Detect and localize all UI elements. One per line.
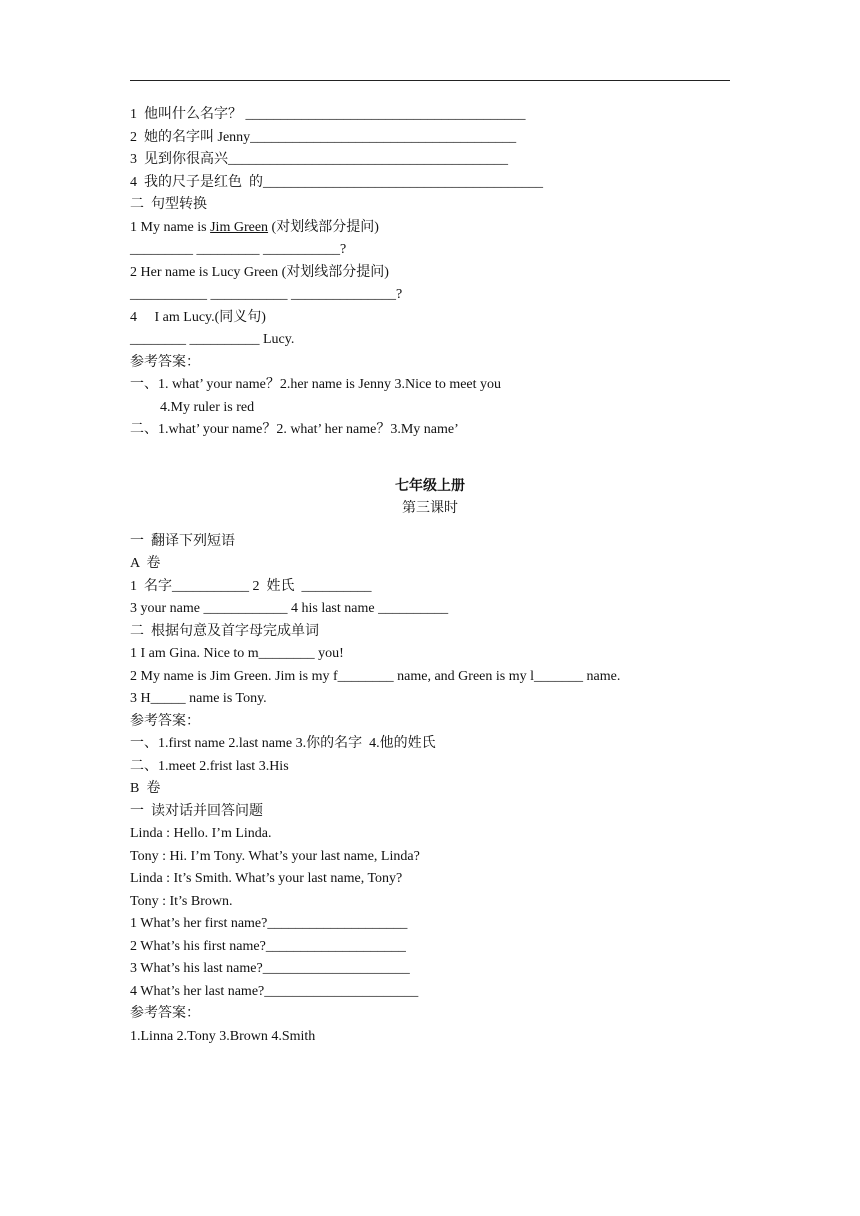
document-body — [130, 104, 730, 1048]
question-line: 3 What’s his last name?_____________________ — [130, 961, 410, 976]
text-line: 1 名字___________ 2 姓氏 __________ — [130, 578, 372, 594]
question-line: 4 What’s her last name?______________________ — [130, 983, 419, 999]
section-heading: A 卷 — [130, 556, 161, 571]
answer-heading: 参考答案： — [130, 713, 200, 729]
header-rule — [130, 80, 730, 81]
page-title: 七年级上册 — [395, 478, 465, 494]
dialogue-line: Linda : Hello. I’m Linda. — [130, 826, 272, 841]
answer-line: 二、1.meet 2.frist last 3.His — [130, 758, 289, 774]
dialogue-line: Tony : It’s Brown. — [130, 893, 233, 909]
text-line: 2 My name is Jim Green. Jim is my f________ name, and Green is my l_______ name. — [130, 668, 621, 684]
text-line: 4 I am Lucy.(同义句) — [130, 309, 266, 325]
section-heading: 二 句型转换 — [130, 197, 207, 212]
text-line: ________ __________ Lucy. — [130, 332, 295, 347]
section-heading: 一 读对话并回答问题 — [130, 803, 263, 819]
section-heading: 二 根据句意及首字母完成单词 — [130, 623, 319, 639]
text-line: 4 我的尺子是红色 的________________________________________ — [130, 174, 543, 190]
answer-heading: 参考答案： — [130, 354, 200, 370]
page-subtitle: 第三课时 — [402, 501, 458, 516]
text-line: 3 H_____ name is Tony. — [130, 691, 267, 706]
dialogue-line: Tony : Hi. I’m Tony. What’s your last name, Linda? — [130, 848, 420, 864]
dialogue-line: Linda : It’s Smith. What’s your last name, Tony? — [130, 871, 403, 886]
answer-line: 一、1. what’ your name？2.her name is Jenny 3.Nice to meet you — [130, 377, 502, 392]
question-line: 2 What’s his first name?____________________ — [130, 938, 406, 954]
answer-line: 1.Linna 2.Tony 3.Brown 4.Smith — [130, 1028, 316, 1044]
answer-line: 一、1.first name 2.last name 3.你的名字 4.他的姓氏 — [130, 736, 436, 751]
question-suffix: (对划线部分提问) — [268, 219, 379, 235]
question-line — [130, 217, 730, 240]
text-line: ___________ ___________ _______________? — [130, 287, 403, 302]
answer-line: 二、1.what’ your name？2. what’ her name？3.My name’ — [130, 422, 459, 437]
answer-line: 4.My ruler is red — [160, 399, 255, 415]
text-line: 3 your name ____________ 4 his last name __________ — [130, 601, 449, 616]
text-line: 1 他叫什么名字？ ________________________________________ — [130, 107, 526, 122]
answer-heading: 参考答案： — [130, 1006, 200, 1021]
text-line: _________ _________ ___________? — [130, 242, 347, 257]
section-gap — [130, 442, 730, 476]
question-line: 1 What’s her first name?____________________ — [130, 916, 408, 931]
section-heading: B 卷 — [130, 781, 161, 796]
text-line: 2 她的名字叫 Jenny______________________________________ — [130, 129, 517, 145]
text-line: 3 见到你很高兴________________________________________ — [130, 152, 508, 167]
section-gap — [130, 521, 730, 531]
underlined-phrase: Jim Green — [210, 219, 269, 235]
question-prefix: 1 My name is — [130, 219, 211, 235]
text-line: 1 I am Gina. Nice to m________ you! — [130, 646, 344, 661]
text-line: 2 Her name is Lucy Green (对划线部分提问) — [130, 264, 389, 280]
section-heading: 一 翻译下列短语 — [130, 533, 235, 549]
